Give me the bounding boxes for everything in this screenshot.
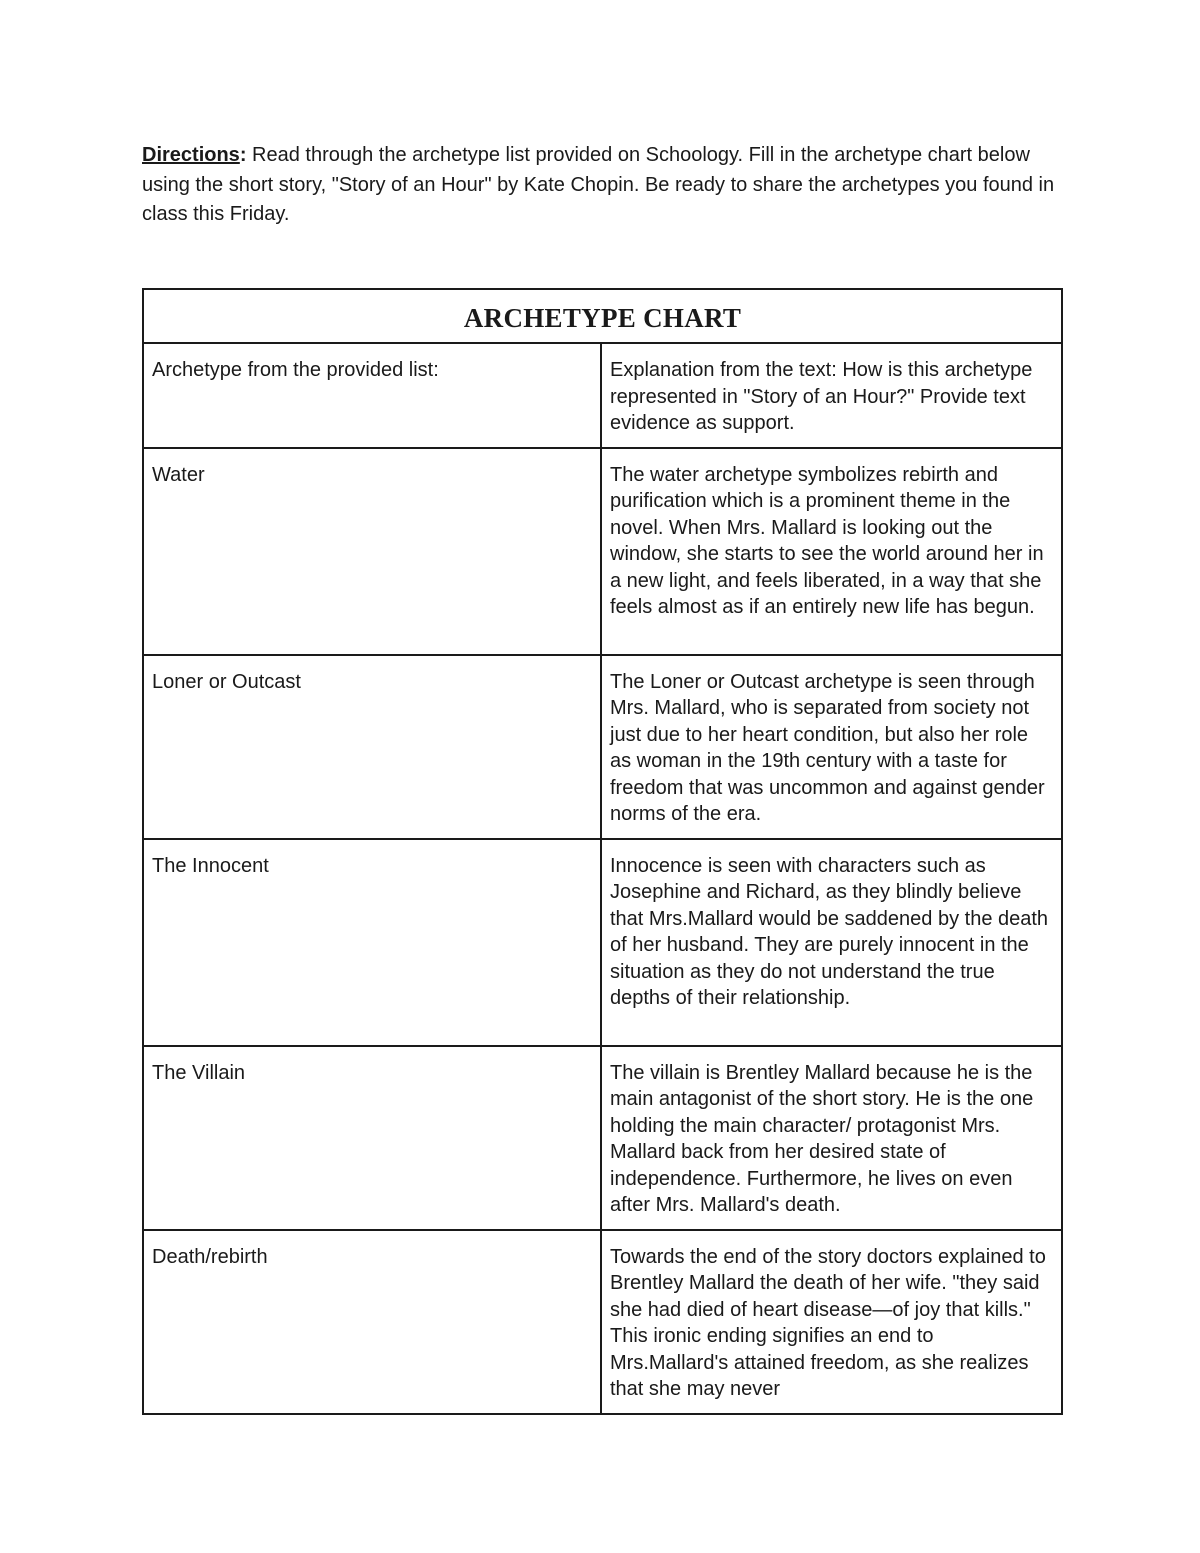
explanation-cell: Towards the end of the story doctors explained to Brentley Mallard the death of her wife. "they said she had died of heart disease—of joy that kills." This ironic ending signifies an end to Mrs.Mallard's attained freedom, as she realizes that she may never [601,1230,1062,1414]
table-row [143,839,1062,1046]
explanation-cell: The Loner or Outcast archetype is seen through Mrs. Mallard, who is separated from society not just due to her heart condition, but also her role as woman in the 19th century with a taste for freedom that was uncommon and against gender norms of the era. [601,655,1062,839]
explanation-cell: Innocence is seen with characters such as Josephine and Richard, as they blindly believe that Mrs.Mallard would be saddened by the death of her husband. They are purely innocent in the situation as they do not understand the true depths of their relationship. [601,839,1062,1046]
explanation-cell: The villain is Brentley Mallard because he is the main antagonist of the short story. He is the one holding the main character/ protagonist Mrs. Mallard back from her desired state of independence. Furthermore, he lives on even after Mrs. Mallard's death. [601,1046,1062,1230]
archetype-cell: Water [143,448,601,655]
table-row [143,655,1062,839]
archetype-cell: The Villain [143,1046,601,1230]
chart-title-row [143,289,1062,343]
chart-title: ARCHETYPE CHART [143,289,1062,343]
directions-label: Directions [142,144,240,166]
explanation-cell: The water archetype symbolizes rebirth and purification which is a prominent theme in the novel. When Mrs. Mallard is looking out the window, she starts to see the world around her in a new light, and feels liberated, in a way that she feels almost as if an entirely new life has begun. [601,448,1062,655]
archetype-chart-table [142,288,1063,1415]
header-archetype-cell: Archetype from the provided list: [143,343,601,448]
directions-colon: : [239,144,247,166]
archetype-cell: Loner or Outcast [143,655,601,839]
chart-header-row [143,343,1062,448]
directions-text: Read through the archetype list provided on Schoology. Fill in the archetype chart below using the short story, "Story of an Hour" by Kate Chopin. Be ready to share the archetypes you found in class this Friday. [142,144,1055,225]
header-explanation-cell: Explanation from the text: How is this archetype represented in "Story of an Hour?" Provide text evidence as support. [601,343,1062,448]
table-row [143,448,1062,655]
archetype-cell: The Innocent [143,839,601,1046]
table-row [143,1046,1062,1230]
table-row [143,1230,1062,1414]
archetype-cell: Death/rebirth [143,1230,601,1414]
directions-paragraph [142,141,1082,230]
